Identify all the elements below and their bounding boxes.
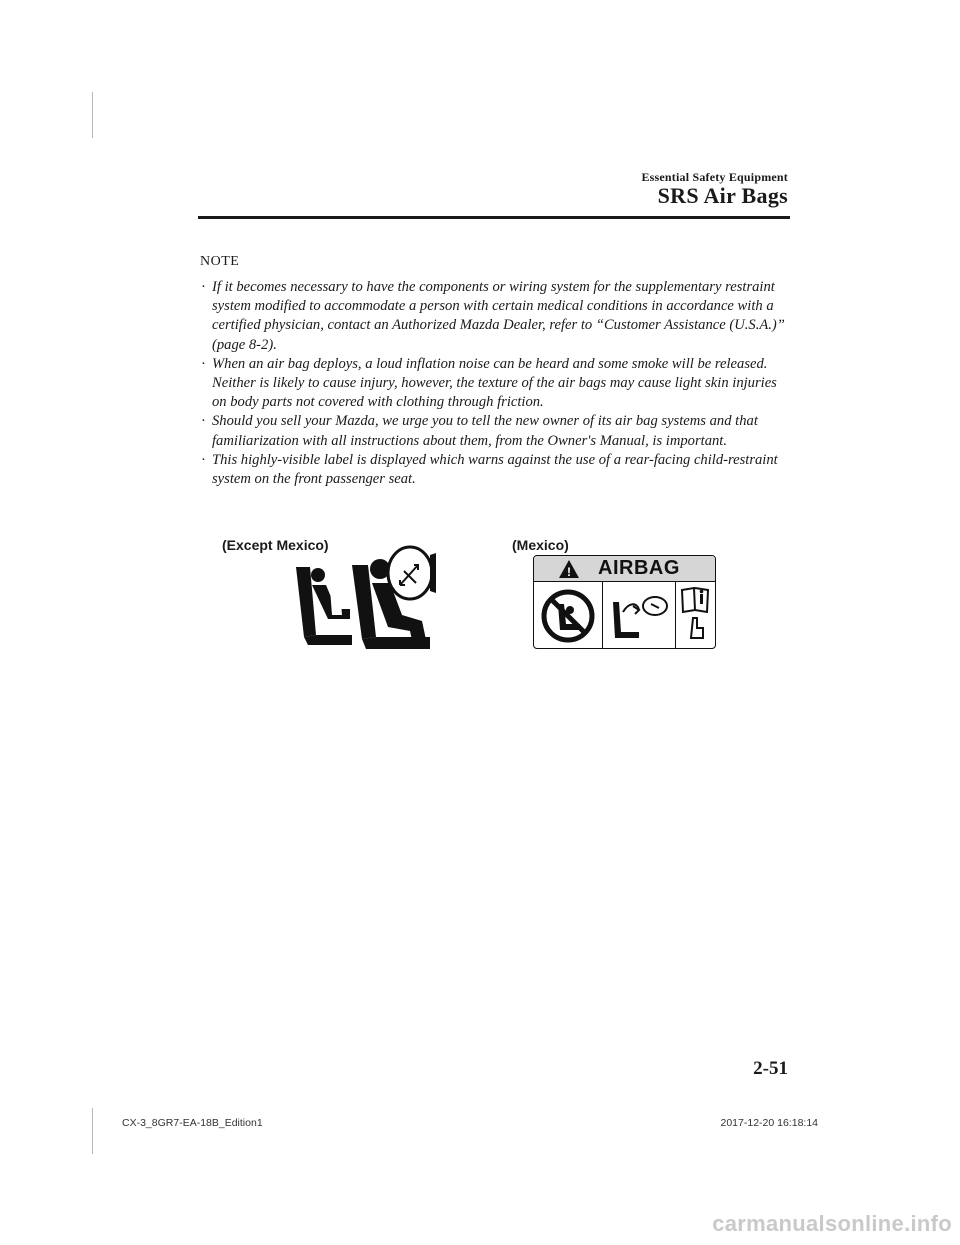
warning-triangle-icon	[558, 559, 580, 579]
warning-symbol: !	[567, 565, 571, 579]
airbag-warning-pictogram	[280, 545, 450, 655]
note-text: This highly-visible label is displayed which warns against the use of a rear-facing child-restraint system on the front passenger seat.	[212, 451, 778, 488]
note-heading: NOTE	[200, 254, 240, 269]
no-child-seat-icon	[534, 582, 602, 648]
crop-mark-top	[92, 92, 93, 138]
note-item	[200, 412, 790, 450]
note-text: Should you sell your Mazda, we urge you to tell the new owner of its air bag systems and that familiarization with all instructions about them, from the Owner's Manual, is important.	[212, 413, 758, 449]
bullet-icon: ·	[201, 279, 206, 295]
section-label: Essential Safety Equipment	[641, 170, 788, 184]
watermark: carmanualsonline.info	[712, 1211, 952, 1236]
airbag-warning-label	[533, 555, 716, 649]
note-item	[200, 451, 790, 489]
note-item	[200, 278, 790, 355]
no-child-seat-panel	[534, 582, 603, 648]
note-list	[200, 278, 790, 489]
bullet-icon: ·	[201, 413, 206, 430]
figure-label-except-mexico: (Except Mexico)	[222, 537, 329, 553]
note-item	[200, 355, 790, 413]
document-id: CX-3_8GR7-EA-18B_Edition1	[122, 1117, 263, 1129]
figure-label-mexico: (Mexico)	[512, 537, 569, 553]
print-timestamp: 2017-12-20 16:18:14	[720, 1117, 818, 1129]
note-text: When an air bag deploys, a loud inflation noise can be heard and some smoke will be released. Neither is likely to cause injury, however, the texture of the air bags may cause light skin injuries on body parts not covered with clothing through friction.	[212, 355, 777, 411]
header-rule	[198, 216, 790, 219]
crop-mark-bottom	[92, 1108, 93, 1154]
airbag-label-header	[534, 556, 715, 582]
airbag-deploy-panel	[603, 582, 676, 648]
bullet-icon: ·	[201, 451, 206, 468]
airbag-deploy-icon	[603, 582, 675, 648]
bullet-icon: ·	[201, 355, 206, 372]
rear-facing-seat-warning-icon	[280, 545, 450, 655]
note-text: If it becomes necessary to have the components or wiring system for the supplementary restraint system modified to accommodate a person with certain medical conditions in accordance with a certified physician, contact an Authorized Mazda Dealer, refer to “Customer Assistance (U.S.A.)” (page 8-2).	[212, 279, 785, 353]
page-title: SRS Air Bags	[657, 183, 788, 208]
airbag-label-text: AIRBAG	[598, 557, 680, 579]
airbag-label-frame	[533, 555, 716, 649]
page-number: 2-51	[753, 1058, 788, 1079]
read-manual-icon	[676, 582, 715, 648]
read-manual-panel	[676, 582, 715, 648]
